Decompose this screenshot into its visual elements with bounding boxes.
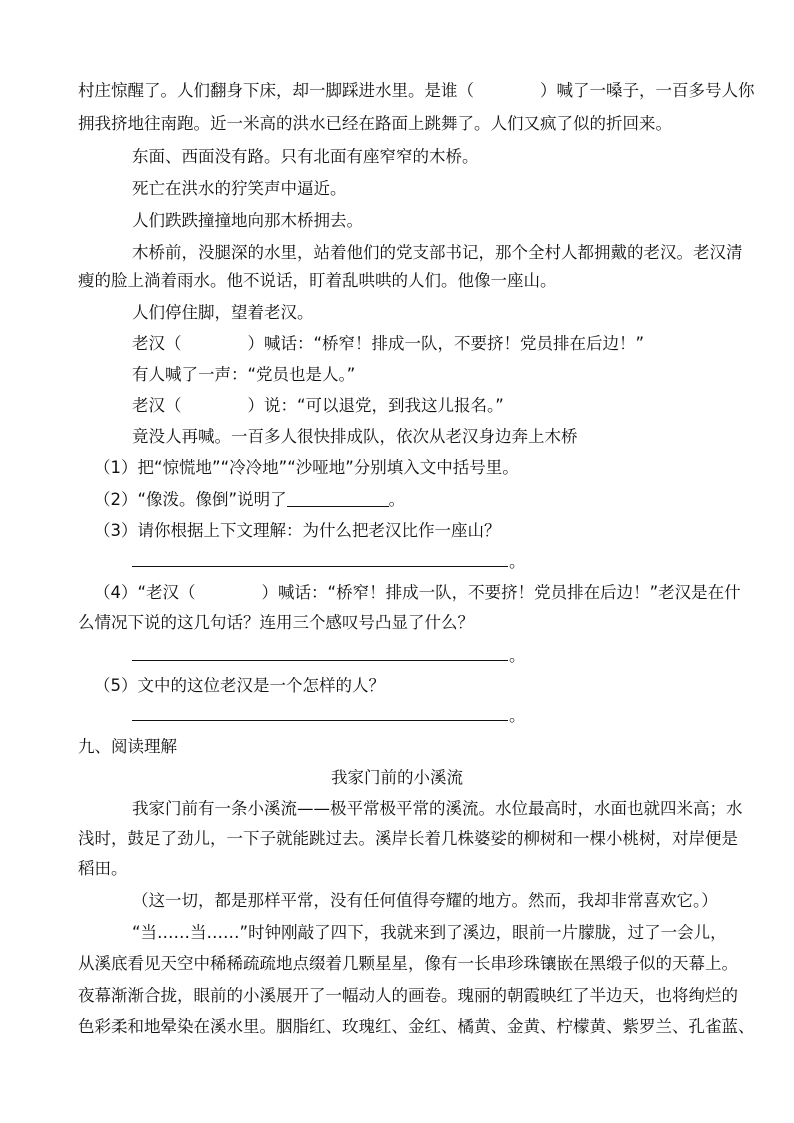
answer-blank[interactable] (287, 490, 389, 507)
answer-period: 。 (509, 552, 526, 571)
passage-line: 老汉（ ）喊话：“桥窄！排成一队，不要挤！党员排在后边！” (132, 334, 645, 353)
passage-line: 有人喊了一声：“党员也是人。” (132, 365, 356, 384)
question-2-end: 。 (388, 490, 406, 509)
passage-line: 人们跌跌撞撞地向那木桥拥去。 (132, 211, 363, 230)
answer-line-4[interactable] (132, 660, 508, 661)
section-heading: 九、阅读理解 (78, 737, 177, 756)
question-2-text: （2）“像泼。像倒”说明了 (94, 490, 287, 509)
question-2 (94, 489, 405, 511)
answer-period: 。 (509, 706, 526, 725)
question-4: （4）“老汉（ ）喊话：“桥窄！排成一队，不要挤！党员排在后边！”老汉是在什 (94, 583, 741, 602)
question-3: （3）请你根据上下文理解：为什么把老汉比作一座山？ (94, 521, 501, 540)
article-line: 夜幕渐渐合拢，眼前的小溪展开了一幅动人的画卷。瑰丽的朝霞映红了半边天，也将绚烂的 (78, 986, 738, 1005)
passage-line: 老汉（ ）说：“可以退党，到我这儿报名。” (132, 396, 504, 415)
passage-line: 死亡在洪水的狞笑声中逼近。 (132, 179, 347, 198)
passage-line: 木桥前，没腿深的水里，站着他们的党支部书记，那个全村人都拥戴的老汉。老汉清 (132, 243, 743, 262)
passage-line: 东面、西面没有路。只有北面有座窄窄的木桥。 (132, 147, 479, 166)
article-line: 浅时，鼓足了劲儿，一下子就能跳过去。溪岸长着几株婆娑的柳树和一棵小桃树，对岸便是 (78, 829, 738, 848)
question-1: （1）把“惊慌地”“冷冷地”“沙哑地”分别填入文中括号里。 (94, 458, 519, 477)
article-line: 稻田。 (78, 859, 128, 878)
passage-line: 人们停住脚，望着老汉。 (132, 303, 314, 322)
article-line: 色彩柔和地晕染在溪水里。胭脂红、玫瑰红、金红、橘黄、金黄、柠檬黄、紫罗兰、孔雀蓝、 (78, 1017, 755, 1036)
passage-line: 竟没人再喊。一百多人很快排成队，依次从老汉身边奔上木桥 (132, 427, 578, 446)
article-line: 我家门前有一条小溪流——极平常极平常的溪流。水位最高时，水面也就四米高；水 (132, 799, 743, 818)
passage-line: 瘦的脸上淌着雨水。他不说话，盯着乱哄哄的人们。他像一座山。 (78, 271, 557, 290)
passage-line: 村庄惊醒了。人们翻身下床，却一脚踩进水里。是谁（ ）喊了一嗓子，一百多号人你 (78, 81, 755, 100)
question-5: （5）文中的这位老汉是一个怎样的人？ (94, 676, 385, 695)
answer-line-3[interactable] (132, 566, 508, 567)
article-line: 从溪底看见天空中稀稀疏疏地点缀着几颗星星，像有一长串珍珠镶嵌在黑缎子似的天幕上。 (78, 954, 738, 973)
passage-line: 拥我挤地往南跑。近一米高的洪水已经在路面上跳舞了。人们又疯了似的折回来。 (78, 114, 672, 133)
answer-period: 。 (509, 646, 526, 665)
question-4-cont: 么情况下说的这几句话？连用三个感叹号凸显了什么？ (78, 613, 474, 632)
article-line: （这一切，都是那样平常，没有任何值得夸耀的地方。然而，我却非常喜欢它。） (132, 891, 718, 910)
article-title: 我家门前的小溪流 (331, 768, 463, 787)
article-line: “当……当……”时钟刚敲了四下，我就来到了溪边，眼前一片朦胧，过了一会儿， (132, 923, 727, 942)
answer-line-5[interactable] (132, 720, 508, 721)
